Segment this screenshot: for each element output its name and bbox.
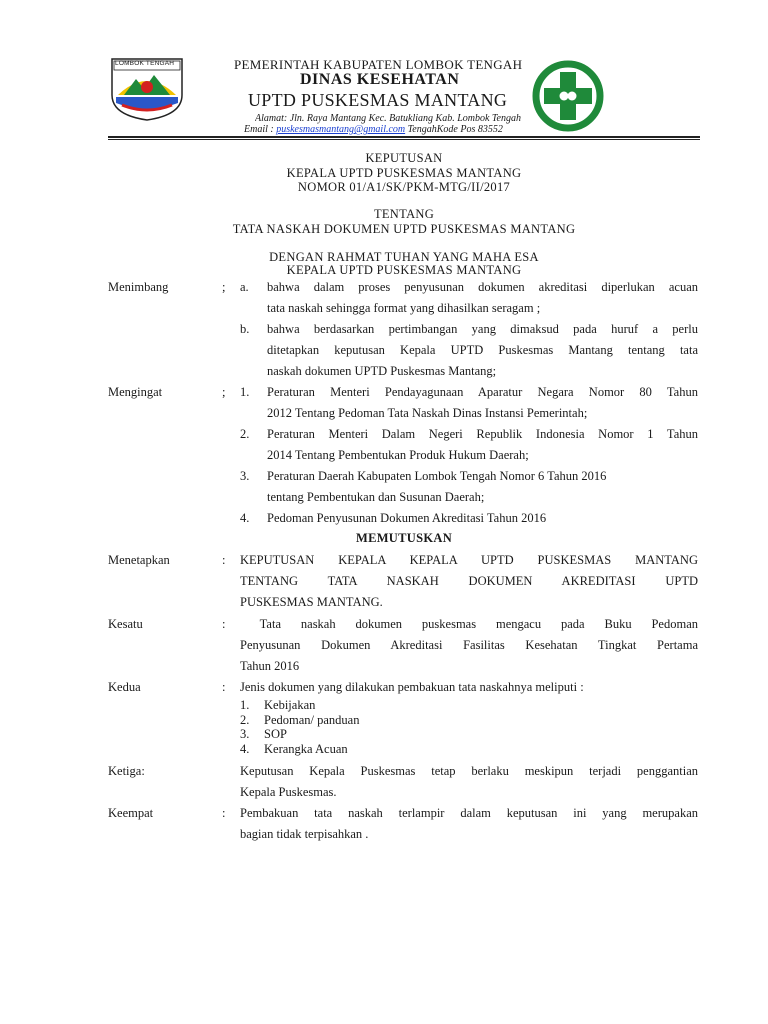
mengingat-4-mark: 4. bbox=[240, 511, 250, 525]
menimbang-a-line2: tata naskah sehingga format yang dihasilkan seragam ; bbox=[267, 301, 541, 315]
logo-caption: LOMBOK TENGAH bbox=[115, 60, 175, 67]
invocation: DENGAN RAHMAT TUHAN YANG MAHA ESA bbox=[269, 250, 539, 264]
menimbang-b-line3: naskah dokumen UPTD Puskesmas Mantang; bbox=[267, 364, 497, 378]
mengingat-1-mark: 1. bbox=[240, 385, 250, 399]
list-item-text: SOP bbox=[264, 727, 287, 741]
kedua-line: Jenis dokumen yang dilakukan pembakuan tata naskahnya meliputi : bbox=[240, 680, 584, 694]
list-item-text: Kerangka Acuan bbox=[264, 741, 348, 756]
menetapkan-line1: KEPUTUSAN KEPALA KEPALA UPTD PUSKESMAS MANTANG bbox=[240, 553, 698, 567]
list-item-number: 3. bbox=[240, 727, 250, 741]
mengingat-3-line1: Peraturan Daerah Kabupaten Lombok Tengah Nomor 6 Tahun 2016 bbox=[267, 469, 607, 483]
email-label: Email : bbox=[244, 124, 277, 135]
header-institution: UPTD PUSKESMAS MANTANG bbox=[248, 90, 508, 110]
list-item bbox=[240, 727, 359, 742]
header-rule-thick bbox=[108, 136, 700, 138]
menetapkan-line3: PUSKESMAS MANTANG. bbox=[240, 595, 383, 609]
kedua-list bbox=[240, 698, 359, 756]
list-item-text: Pedoman/ panduan bbox=[264, 712, 360, 727]
mengingat-3-line2: tentang Pembentukan dan Susunan Daerah; bbox=[267, 490, 485, 504]
menetapkan-colon: : bbox=[222, 553, 226, 567]
list-item-number: 1. bbox=[240, 698, 250, 712]
menimbang-b-line2: ditetapkan keputusan Kepala UPTD Puskesmas Mantang tentang tata bbox=[267, 343, 698, 357]
header-email-line bbox=[244, 124, 564, 135]
menimbang-b-mark: b. bbox=[240, 322, 250, 336]
ketiga-line2: Kepala Puskesmas. bbox=[240, 785, 337, 799]
list-item bbox=[240, 713, 359, 728]
kedua-colon: : bbox=[222, 680, 226, 694]
menimbang-b-line1: bahwa berdasarkan pertimbangan yang dimaksud pada huruf a perlu bbox=[267, 322, 698, 336]
mengingat-2-line1: Peraturan Menteri Dalam Negeri Republik Indonesia Nomor 1 Tahun bbox=[267, 427, 698, 441]
mengingat-4-line1: Pedoman Penyusunan Dokumen Akreditasi Tahun 2016 bbox=[267, 511, 547, 525]
header-government: PEMERINTAH KABUPATEN LOMBOK TENGAH bbox=[234, 57, 523, 72]
mengingat-1-line1: Peraturan Menteri Pendayagunaan Aparatur Negara Nomor 80 Tahun bbox=[267, 385, 698, 399]
mengingat-2-mark: 2. bbox=[240, 427, 250, 441]
kesatu-label: Kesatu bbox=[108, 617, 143, 631]
menimbang-a-mark: a. bbox=[240, 280, 249, 294]
mengingat-3-mark: 3. bbox=[240, 469, 250, 483]
header-department: DINAS KESEHATAN bbox=[300, 71, 460, 88]
kesatu-line3: Tahun 2016 bbox=[240, 659, 300, 673]
keempat-line2: bagian tidak terpisahkan . bbox=[240, 827, 369, 841]
email-link[interactable]: puskesmasmantang@gmail.com bbox=[276, 124, 406, 135]
ketiga-label: Ketiga: bbox=[108, 764, 145, 778]
kedua-label: Kedua bbox=[108, 680, 141, 694]
keempat-label: Keempat bbox=[108, 806, 154, 820]
keempat-line1: Pembakuan tata naskah terlampir dalam keputusan ini yang merupakan bbox=[240, 806, 698, 820]
menetapkan-label: Menetapkan bbox=[108, 553, 170, 567]
doc-type: KEPUTUSAN bbox=[365, 151, 443, 165]
list-item bbox=[240, 698, 359, 713]
keempat-colon: : bbox=[222, 806, 226, 820]
header-rule-thin bbox=[108, 139, 700, 140]
list-item bbox=[240, 742, 359, 757]
list-item-number: 2. bbox=[240, 712, 250, 727]
mengingat-label: Mengingat bbox=[108, 385, 163, 399]
mengingat-2-line2: 2014 Tentang Pembentukan Produk Hukum Daerah; bbox=[267, 448, 529, 462]
puskesmas-logo bbox=[528, 60, 608, 132]
doc-issuer: KEPALA UPTD PUSKESMAS MANTANG bbox=[286, 166, 522, 180]
mengingat-colon: ; bbox=[222, 385, 226, 399]
doc-subject: TATA NASKAH DOKUMEN UPTD PUSKESMAS MANTANG bbox=[232, 222, 576, 236]
kesatu-colon: : bbox=[222, 617, 226, 631]
header-address: Alamat: Jln. Raya Mantang Kec. Batukliang Kab. Lombok Tengah bbox=[255, 113, 521, 124]
kesatu-line2: Penyusunan Dokumen Akreditasi Fasilitas Kesehatan Tingkat Pertama bbox=[240, 638, 698, 652]
menimbang-a-line1: bahwa dalam proses penyusunan dokumen akreditasi diperlukan acuan bbox=[267, 280, 698, 294]
mengingat-1-line2: 2012 Tentang Pedoman Tata Naskah Dinas Instansi Pemerintah; bbox=[267, 406, 588, 420]
menetapkan-line2: TENTANG TATA NASKAH DOKUMEN AKREDITASI UPTD bbox=[240, 574, 698, 588]
regency-crest-logo bbox=[110, 57, 184, 121]
issuer-repeat: KEPALA UPTD PUSKESMAS MANTANG bbox=[286, 263, 522, 277]
kesatu-line1: Tata naskah dokumen puskesmas mengacu pada Buku Pedoman bbox=[240, 617, 698, 631]
list-item-number: 4. bbox=[240, 741, 250, 756]
menimbang-colon: ; bbox=[222, 280, 226, 294]
memutuskan-heading: MEMUTUSKAN bbox=[355, 531, 453, 545]
doc-about-label: TENTANG bbox=[373, 207, 435, 221]
email-suffix: TengahKode Pos 83552 bbox=[405, 124, 503, 135]
list-item-text: Kebijakan bbox=[264, 698, 316, 712]
menimbang-label: Menimbang bbox=[108, 280, 169, 294]
puskesmas-green-cross-icon bbox=[528, 60, 608, 132]
doc-number: NOMOR 01/A1/SK/PKM-MTG/II/2017 bbox=[297, 180, 511, 194]
ketiga-line1: Keputusan Kepala Puskesmas tetap berlaku meskipun terjadi penggantian bbox=[240, 764, 698, 778]
